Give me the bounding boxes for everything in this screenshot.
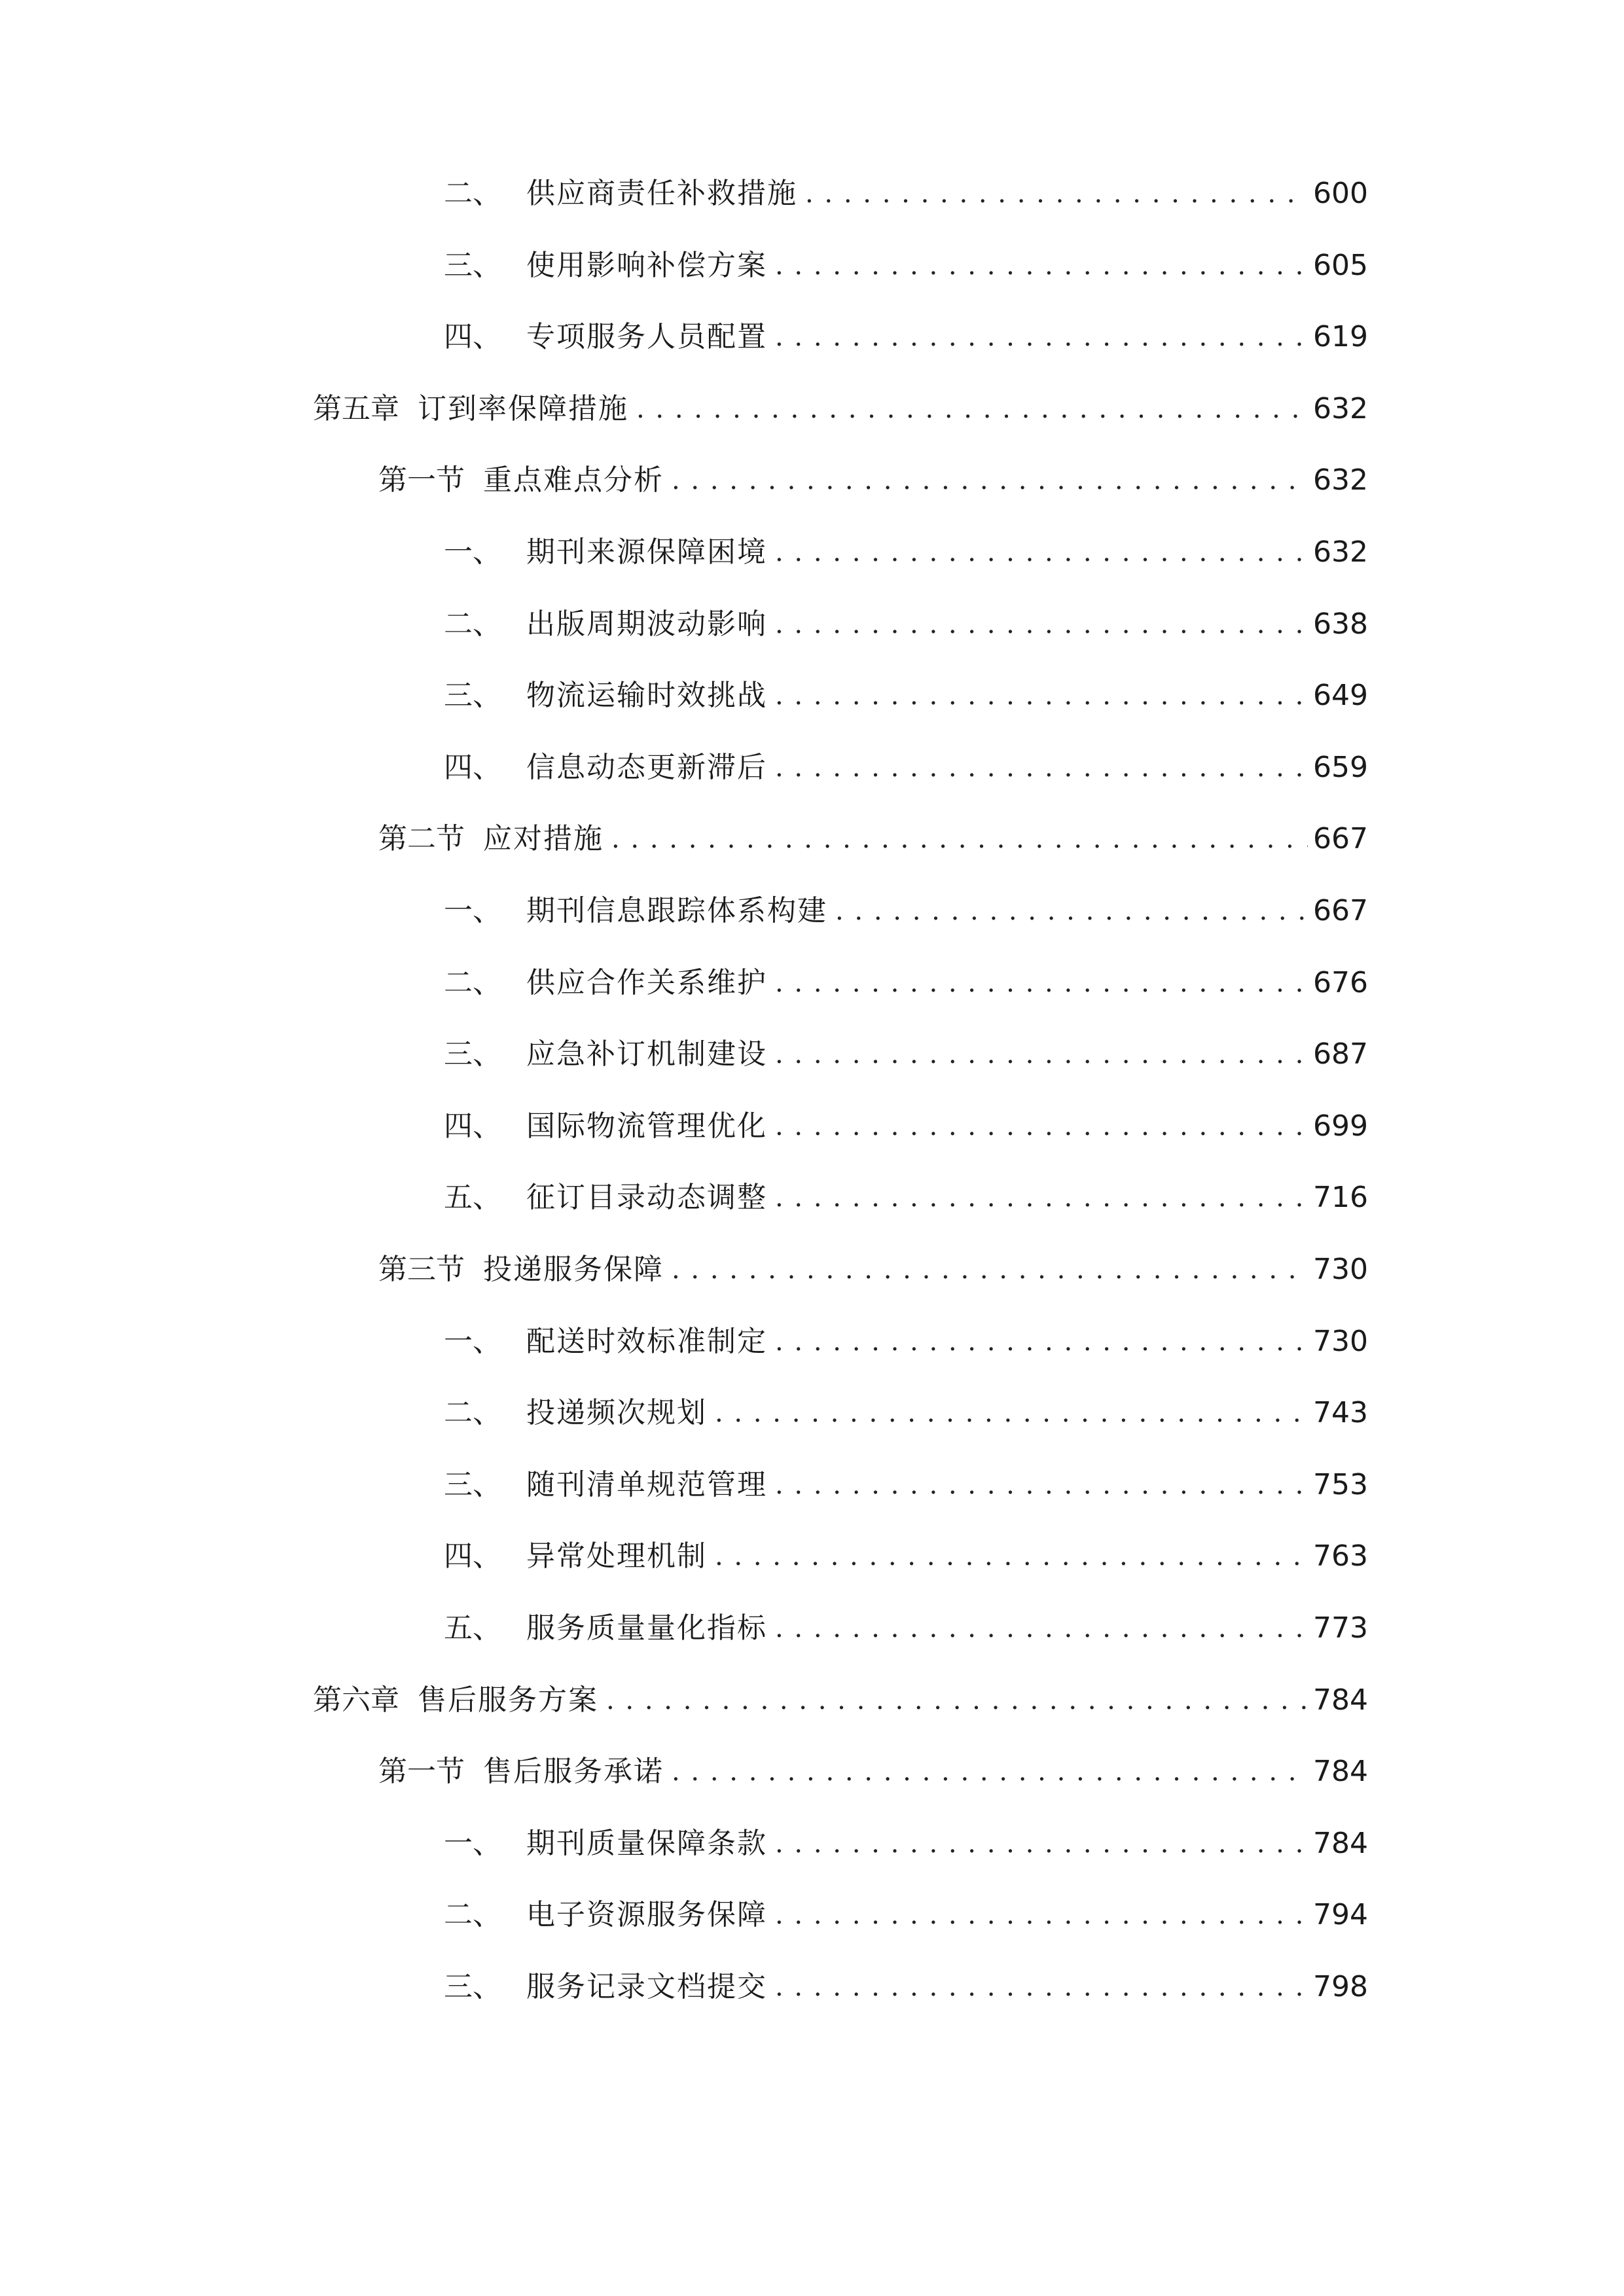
toc-entry-number: 第六章	[313, 1683, 399, 1717]
toc-entry-page-number: 730	[1313, 1253, 1368, 1286]
toc-entry-title: 期刊信息跟踪体系构建	[526, 894, 827, 927]
toc-entry[interactable]	[444, 1961, 1368, 2013]
toc-entry[interactable]	[378, 1746, 1368, 1798]
dot-leader	[636, 383, 1308, 435]
dot-leader	[775, 311, 1308, 363]
toc-entry-title: 应急补订机制建设	[526, 1037, 767, 1071]
toc-entry-page-number: 743	[1313, 1396, 1368, 1429]
dot-leader	[835, 885, 1308, 937]
toc-entry-title: 重点难点分析	[483, 463, 664, 497]
toc-entry-page-number: 632	[1313, 392, 1368, 425]
toc-entry-title: 期刊质量保障条款	[526, 1827, 767, 1860]
toc-entry-title: 配送时效标准制定	[526, 1325, 767, 1358]
toc-entry-title: 服务记录文档提交	[526, 1970, 767, 2003]
toc-entry[interactable]	[444, 885, 1368, 937]
toc-entry-page-number: 784	[1313, 1755, 1368, 1788]
toc-entry-number: 三、	[444, 1037, 501, 1071]
toc-entry-title: 征订目录动态调整	[526, 1181, 767, 1214]
toc-entry-title: 出版周期波动影响	[526, 607, 767, 641]
toc-entry-title: 供应商责任补救措施	[526, 177, 797, 210]
dot-leader	[775, 240, 1308, 292]
toc-entry[interactable]	[444, 1100, 1368, 1153]
toc-entry-number: 第二节	[378, 822, 465, 855]
toc-entry-number: 二、	[444, 1396, 501, 1429]
toc-entry-page-number: 784	[1313, 1827, 1368, 1860]
toc-entry-number: 第三节	[378, 1253, 465, 1286]
toc-entry-title: 异常处理机制	[526, 1539, 707, 1573]
dot-leader	[606, 1674, 1308, 1727]
toc-entry-number: 五、	[444, 1611, 501, 1645]
toc-entry-page-number: 784	[1313, 1683, 1368, 1717]
toc-entry-title: 信息动态更新滞后	[526, 751, 767, 784]
toc-entry-title: 售后服务方案	[418, 1683, 598, 1717]
toc-entry-page-number: 600	[1313, 177, 1368, 210]
toc-entry-page-number: 798	[1313, 1970, 1368, 2003]
dot-leader	[672, 1746, 1308, 1798]
toc-entry-page-number: 687	[1313, 1037, 1368, 1071]
toc-entry-number: 一、	[444, 535, 501, 569]
toc-entry[interactable]	[313, 383, 1368, 435]
toc-entry[interactable]	[444, 526, 1368, 579]
toc-entry-number: 三、	[444, 679, 501, 712]
toc-entry-number: 一、	[444, 1325, 501, 1358]
toc-entry-number: 一、	[444, 1827, 501, 1860]
toc-entry[interactable]	[444, 670, 1368, 722]
toc-entry-number: 二、	[444, 607, 501, 641]
toc-entry-title: 使用影响补偿方案	[526, 249, 767, 282]
toc-entry-page-number: 794	[1313, 1898, 1368, 1931]
toc-entry-title: 售后服务承诺	[483, 1755, 664, 1788]
toc-entry-number: 二、	[444, 966, 501, 999]
toc-entry-title: 国际物流管理优化	[526, 1109, 767, 1143]
toc-entry[interactable]	[444, 1889, 1368, 1941]
toc-entry-number: 四、	[444, 1109, 501, 1143]
toc-entry[interactable]	[444, 1387, 1368, 1439]
dot-leader	[611, 813, 1308, 865]
toc-entry[interactable]	[378, 1244, 1368, 1296]
toc-entry[interactable]	[378, 454, 1368, 507]
dot-leader	[775, 526, 1308, 579]
toc-entry[interactable]	[444, 240, 1368, 292]
toc-entry-page-number: 753	[1313, 1468, 1368, 1501]
toc-entry-title: 期刊来源保障困境	[526, 535, 767, 569]
toc-entry-page-number: 716	[1313, 1181, 1368, 1214]
toc-entry[interactable]	[378, 813, 1368, 865]
toc-entry[interactable]	[444, 957, 1368, 1009]
dot-leader	[775, 1459, 1308, 1511]
toc-entry-page-number: 730	[1313, 1325, 1368, 1358]
toc-entry-number: 第五章	[313, 392, 399, 425]
toc-entry-number: 四、	[444, 751, 501, 784]
dot-leader	[775, 1028, 1308, 1081]
toc-entry-number: 三、	[444, 1468, 501, 1501]
toc-entry-title: 随刊清单规范管理	[526, 1468, 767, 1501]
toc-entry[interactable]	[313, 1674, 1368, 1727]
toc-entry[interactable]	[444, 1316, 1368, 1368]
toc-entry-title: 投递服务保障	[483, 1253, 664, 1286]
dot-leader	[775, 1602, 1308, 1655]
toc-entry[interactable]	[444, 311, 1368, 363]
toc-entry-number: 五、	[444, 1181, 501, 1214]
dot-leader	[775, 1961, 1308, 2013]
dot-leader	[775, 1100, 1308, 1153]
dot-leader	[672, 1244, 1308, 1296]
toc-entry-page-number: 605	[1313, 249, 1368, 282]
toc-entry-number: 三、	[444, 1970, 501, 2003]
toc-entry-title: 电子资源服务保障	[526, 1898, 767, 1931]
toc-entry-page-number: 699	[1313, 1109, 1368, 1143]
toc-entry-title: 供应合作关系维护	[526, 966, 767, 999]
dot-leader	[775, 1172, 1308, 1224]
dot-leader	[775, 742, 1308, 794]
toc-entry-page-number: 773	[1313, 1611, 1368, 1645]
toc-entry-number: 四、	[444, 1539, 501, 1573]
toc-entry-number: 第一节	[378, 1755, 465, 1788]
toc-entry-page-number: 667	[1313, 894, 1368, 927]
toc-entry-page-number: 638	[1313, 607, 1368, 641]
toc-entry[interactable]	[444, 1530, 1368, 1583]
toc-entry-page-number: 649	[1313, 679, 1368, 712]
toc-entry[interactable]	[444, 598, 1368, 651]
toc-entry[interactable]	[444, 168, 1368, 220]
toc-entry-number: 二、	[444, 1898, 501, 1931]
toc-entry[interactable]	[444, 1602, 1368, 1655]
dot-leader	[775, 1818, 1308, 1870]
toc-entry-page-number: 632	[1313, 535, 1368, 569]
toc-entry-number: 一、	[444, 894, 501, 927]
toc-entry-page-number: 619	[1313, 320, 1368, 353]
dot-leader	[775, 1889, 1308, 1941]
toc-entry-title: 投递频次规划	[526, 1396, 707, 1429]
dot-leader	[715, 1387, 1308, 1439]
dot-leader	[715, 1530, 1308, 1583]
toc-entry[interactable]	[444, 1818, 1368, 1870]
toc-entry-page-number: 659	[1313, 751, 1368, 784]
dot-leader	[775, 670, 1308, 722]
toc-entry-page-number: 632	[1313, 463, 1368, 497]
toc-entry-number: 四、	[444, 320, 501, 353]
toc-entry-title: 订到率保障措施	[418, 392, 628, 425]
dot-leader	[775, 598, 1308, 651]
toc-entry-number: 第一节	[378, 463, 465, 497]
toc-entry[interactable]	[444, 742, 1368, 794]
toc-entry-title: 物流运输时效挑战	[526, 679, 767, 712]
dot-leader	[775, 1316, 1308, 1368]
toc-entry-title: 专项服务人员配置	[526, 320, 767, 353]
toc-entry-number: 三、	[444, 249, 501, 282]
toc-entry-page-number: 667	[1313, 822, 1368, 855]
toc-entry-page-number: 676	[1313, 966, 1368, 999]
toc-entry-title: 服务质量量化指标	[526, 1611, 767, 1645]
toc-entry-page-number: 763	[1313, 1539, 1368, 1573]
toc-entry[interactable]	[444, 1028, 1368, 1081]
toc-entry-number: 二、	[444, 177, 501, 210]
toc-entry-title: 应对措施	[483, 822, 604, 855]
toc-entry[interactable]	[444, 1172, 1368, 1224]
dot-leader	[775, 957, 1308, 1009]
dot-leader	[805, 168, 1308, 220]
toc-entry[interactable]	[444, 1459, 1368, 1511]
dot-leader	[672, 454, 1308, 507]
